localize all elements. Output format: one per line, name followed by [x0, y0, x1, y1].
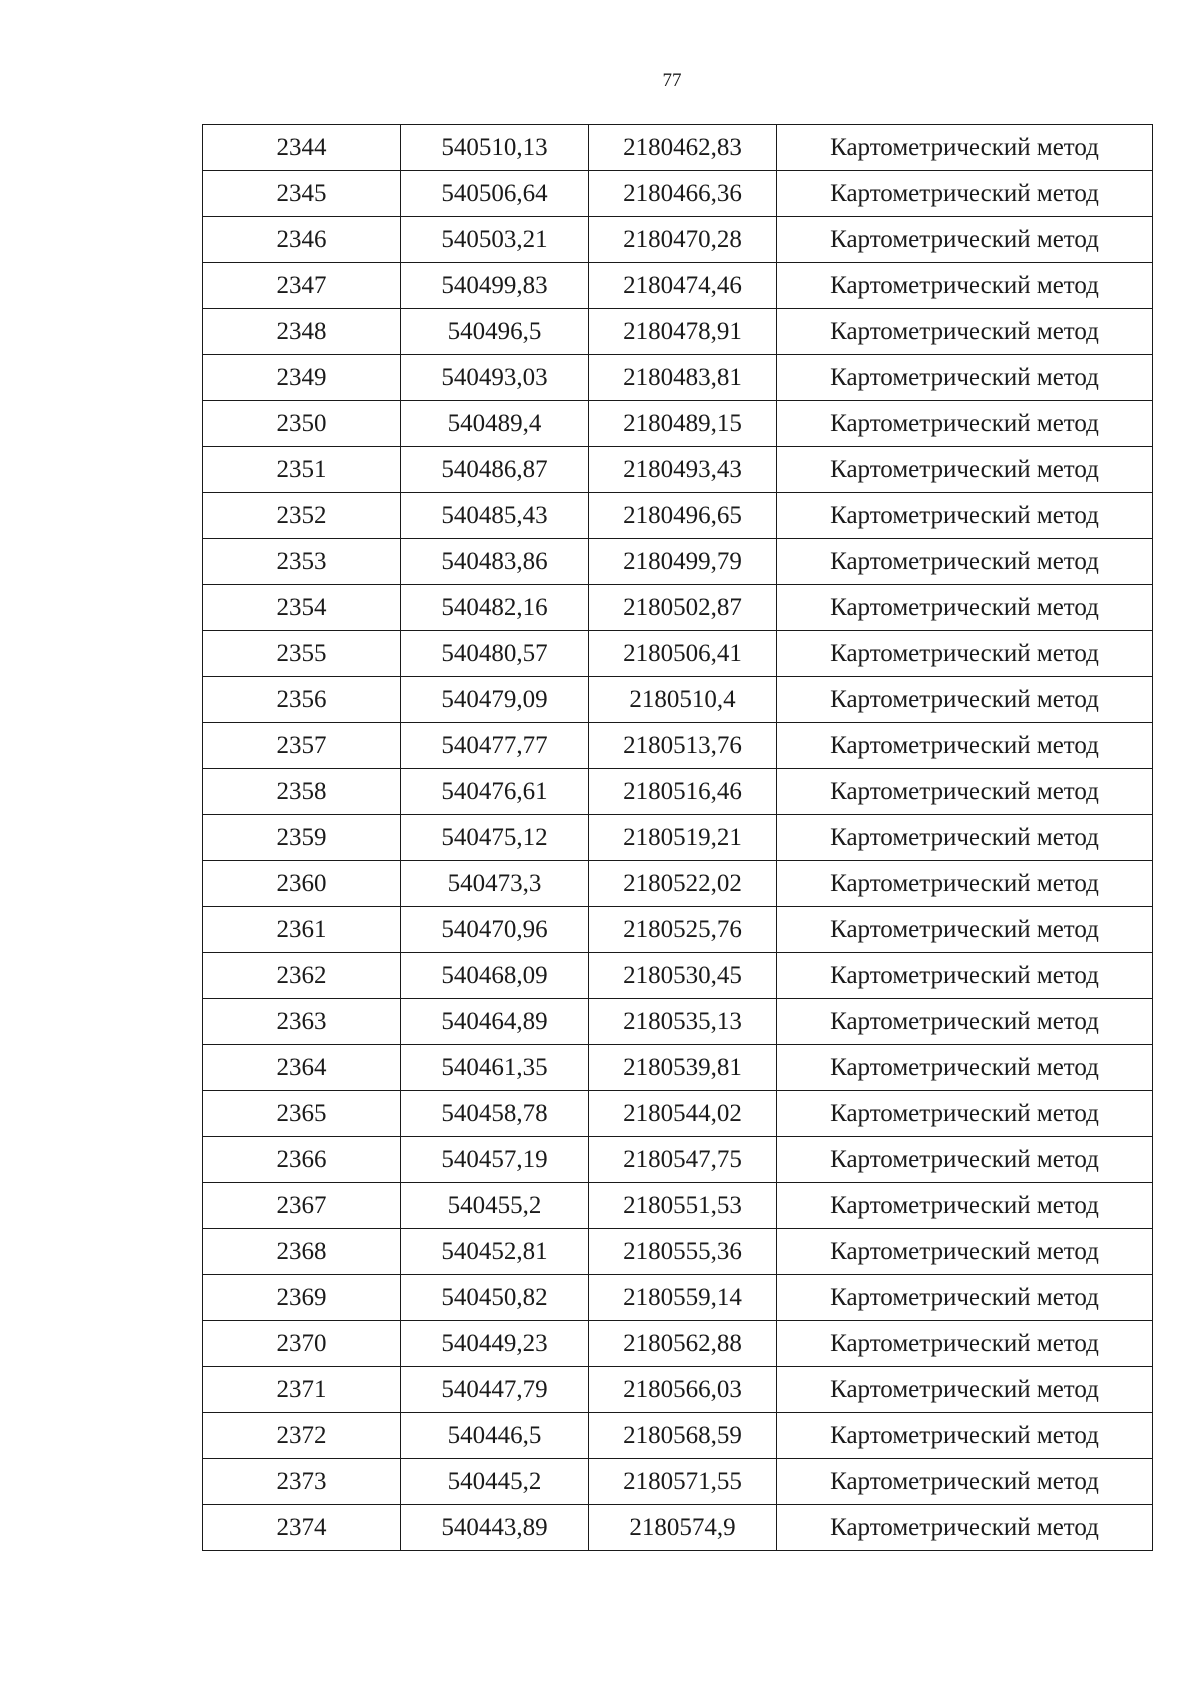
x-coordinate-cell: 540480,57 [401, 631, 589, 677]
point-number-cell: 2348 [203, 309, 401, 355]
x-coordinate-cell: 540450,82 [401, 1275, 589, 1321]
method-cell: Картометрический метод [777, 1045, 1153, 1091]
x-coordinate-cell: 540455,2 [401, 1183, 589, 1229]
y-coordinate-cell: 2180555,36 [589, 1229, 777, 1275]
method-cell: Картометрический метод [777, 1137, 1153, 1183]
x-coordinate-cell: 540503,21 [401, 217, 589, 263]
point-number-cell: 2362 [203, 953, 401, 999]
point-number-cell: 2347 [203, 263, 401, 309]
table-row [203, 171, 1153, 217]
table-row [203, 401, 1153, 447]
table-row [203, 1091, 1153, 1137]
x-coordinate-cell: 540510,13 [401, 125, 589, 171]
method-cell: Картометрический метод [777, 907, 1153, 953]
y-coordinate-cell: 2180530,45 [589, 953, 777, 999]
y-coordinate-cell: 2180566,03 [589, 1367, 777, 1413]
x-coordinate-cell: 540447,79 [401, 1367, 589, 1413]
x-coordinate-cell: 540493,03 [401, 355, 589, 401]
point-number-cell: 2344 [203, 125, 401, 171]
y-coordinate-cell: 2180493,43 [589, 447, 777, 493]
table-row [203, 493, 1153, 539]
y-coordinate-cell: 2180547,75 [589, 1137, 777, 1183]
table-row [203, 309, 1153, 355]
table-row [203, 677, 1153, 723]
point-number-cell: 2354 [203, 585, 401, 631]
method-cell: Картометрический метод [777, 723, 1153, 769]
table-row [203, 861, 1153, 907]
table-row [203, 1045, 1153, 1091]
method-cell: Картометрический метод [777, 493, 1153, 539]
x-coordinate-cell: 540482,16 [401, 585, 589, 631]
point-number-cell: 2349 [203, 355, 401, 401]
y-coordinate-cell: 2180502,87 [589, 585, 777, 631]
method-cell: Картометрический метод [777, 1459, 1153, 1505]
x-coordinate-cell: 540449,23 [401, 1321, 589, 1367]
y-coordinate-cell: 2180559,14 [589, 1275, 777, 1321]
x-coordinate-cell: 540476,61 [401, 769, 589, 815]
point-number-cell: 2356 [203, 677, 401, 723]
method-cell: Картометрический метод [777, 815, 1153, 861]
x-coordinate-cell: 540485,43 [401, 493, 589, 539]
x-coordinate-cell: 540464,89 [401, 999, 589, 1045]
table-row [203, 1413, 1153, 1459]
y-coordinate-cell: 2180478,91 [589, 309, 777, 355]
table-row [203, 1505, 1153, 1551]
y-coordinate-cell: 2180522,02 [589, 861, 777, 907]
x-coordinate-cell: 540457,19 [401, 1137, 589, 1183]
y-coordinate-cell: 2180574,9 [589, 1505, 777, 1551]
table-row [203, 815, 1153, 861]
point-number-cell: 2366 [203, 1137, 401, 1183]
y-coordinate-cell: 2180489,15 [589, 401, 777, 447]
y-coordinate-cell: 2180462,83 [589, 125, 777, 171]
method-cell: Картометрический метод [777, 1413, 1153, 1459]
point-number-cell: 2350 [203, 401, 401, 447]
x-coordinate-cell: 540479,09 [401, 677, 589, 723]
table-row [203, 1183, 1153, 1229]
table-row [203, 723, 1153, 769]
table-row [203, 263, 1153, 309]
y-coordinate-cell: 2180551,53 [589, 1183, 777, 1229]
x-coordinate-cell: 540458,78 [401, 1091, 589, 1137]
table-row [203, 1229, 1153, 1275]
method-cell: Картометрический метод [777, 447, 1153, 493]
y-coordinate-cell: 2180535,13 [589, 999, 777, 1045]
method-cell: Картометрический метод [777, 125, 1153, 171]
x-coordinate-cell: 540461,35 [401, 1045, 589, 1091]
x-coordinate-cell: 540468,09 [401, 953, 589, 999]
point-number-cell: 2355 [203, 631, 401, 677]
x-coordinate-cell: 540499,83 [401, 263, 589, 309]
y-coordinate-cell: 2180544,02 [589, 1091, 777, 1137]
point-number-cell: 2367 [203, 1183, 401, 1229]
point-number-cell: 2351 [203, 447, 401, 493]
method-cell: Картометрический метод [777, 171, 1153, 217]
table-row [203, 907, 1153, 953]
method-cell: Картометрический метод [777, 999, 1153, 1045]
y-coordinate-cell: 2180568,59 [589, 1413, 777, 1459]
point-number-cell: 2372 [203, 1413, 401, 1459]
method-cell: Картометрический метод [777, 1367, 1153, 1413]
point-number-cell: 2357 [203, 723, 401, 769]
point-number-cell: 2365 [203, 1091, 401, 1137]
point-number-cell: 2358 [203, 769, 401, 815]
x-coordinate-cell: 540477,77 [401, 723, 589, 769]
method-cell: Картометрический метод [777, 631, 1153, 677]
table-row [203, 769, 1153, 815]
table-row [203, 953, 1153, 999]
table-row [203, 1275, 1153, 1321]
x-coordinate-cell: 540443,89 [401, 1505, 589, 1551]
point-number-cell: 2353 [203, 539, 401, 585]
point-number-cell: 2363 [203, 999, 401, 1045]
y-coordinate-cell: 2180510,4 [589, 677, 777, 723]
table-row [203, 1137, 1153, 1183]
method-cell: Картометрический метод [777, 401, 1153, 447]
point-number-cell: 2352 [203, 493, 401, 539]
x-coordinate-cell: 540486,87 [401, 447, 589, 493]
y-coordinate-cell: 2180539,81 [589, 1045, 777, 1091]
table-row [203, 585, 1153, 631]
y-coordinate-cell: 2180470,28 [589, 217, 777, 263]
method-cell: Картометрический метод [777, 1275, 1153, 1321]
coordinates-table [202, 124, 1153, 1551]
method-cell: Картометрический метод [777, 953, 1153, 999]
point-number-cell: 2371 [203, 1367, 401, 1413]
table-row [203, 447, 1153, 493]
y-coordinate-cell: 2180525,76 [589, 907, 777, 953]
x-coordinate-cell: 540475,12 [401, 815, 589, 861]
point-number-cell: 2361 [203, 907, 401, 953]
table-row [203, 1367, 1153, 1413]
method-cell: Картометрический метод [777, 769, 1153, 815]
x-coordinate-cell: 540445,2 [401, 1459, 589, 1505]
method-cell: Картометрический метод [777, 861, 1153, 907]
table-row [203, 125, 1153, 171]
y-coordinate-cell: 2180571,55 [589, 1459, 777, 1505]
point-number-cell: 2359 [203, 815, 401, 861]
x-coordinate-cell: 540452,81 [401, 1229, 589, 1275]
point-number-cell: 2360 [203, 861, 401, 907]
point-number-cell: 2346 [203, 217, 401, 263]
y-coordinate-cell: 2180516,46 [589, 769, 777, 815]
table-row [203, 355, 1153, 401]
x-coordinate-cell: 540506,64 [401, 171, 589, 217]
point-number-cell: 2368 [203, 1229, 401, 1275]
method-cell: Картометрический метод [777, 1183, 1153, 1229]
point-number-cell: 2370 [203, 1321, 401, 1367]
x-coordinate-cell: 540489,4 [401, 401, 589, 447]
method-cell: Картометрический метод [777, 1229, 1153, 1275]
method-cell: Картометрический метод [777, 1321, 1153, 1367]
point-number-cell: 2374 [203, 1505, 401, 1551]
method-cell: Картометрический метод [777, 677, 1153, 723]
x-coordinate-cell: 540446,5 [401, 1413, 589, 1459]
x-coordinate-cell: 540483,86 [401, 539, 589, 585]
table-row [203, 631, 1153, 677]
x-coordinate-cell: 540496,5 [401, 309, 589, 355]
x-coordinate-cell: 540473,3 [401, 861, 589, 907]
y-coordinate-cell: 2180513,76 [589, 723, 777, 769]
y-coordinate-cell: 2180483,81 [589, 355, 777, 401]
y-coordinate-cell: 2180474,46 [589, 263, 777, 309]
point-number-cell: 2369 [203, 1275, 401, 1321]
y-coordinate-cell: 2180519,21 [589, 815, 777, 861]
point-number-cell: 2364 [203, 1045, 401, 1091]
method-cell: Картометрический метод [777, 217, 1153, 263]
method-cell: Картометрический метод [777, 1091, 1153, 1137]
y-coordinate-cell: 2180496,65 [589, 493, 777, 539]
method-cell: Картометрический метод [777, 1505, 1153, 1551]
y-coordinate-cell: 2180499,79 [589, 539, 777, 585]
table-row [203, 539, 1153, 585]
y-coordinate-cell: 2180562,88 [589, 1321, 777, 1367]
coordinates-table-body [203, 125, 1153, 1551]
table-row [203, 217, 1153, 263]
method-cell: Картометрический метод [777, 539, 1153, 585]
y-coordinate-cell: 2180466,36 [589, 171, 777, 217]
y-coordinate-cell: 2180506,41 [589, 631, 777, 677]
table-row [203, 999, 1153, 1045]
table-row [203, 1459, 1153, 1505]
point-number-cell: 2345 [203, 171, 401, 217]
method-cell: Картометрический метод [777, 309, 1153, 355]
x-coordinate-cell: 540470,96 [401, 907, 589, 953]
method-cell: Картометрический метод [777, 355, 1153, 401]
method-cell: Картометрический метод [777, 263, 1153, 309]
point-number-cell: 2373 [203, 1459, 401, 1505]
table-row [203, 1321, 1153, 1367]
method-cell: Картометрический метод [777, 585, 1153, 631]
page-number: 77 [662, 70, 682, 91]
